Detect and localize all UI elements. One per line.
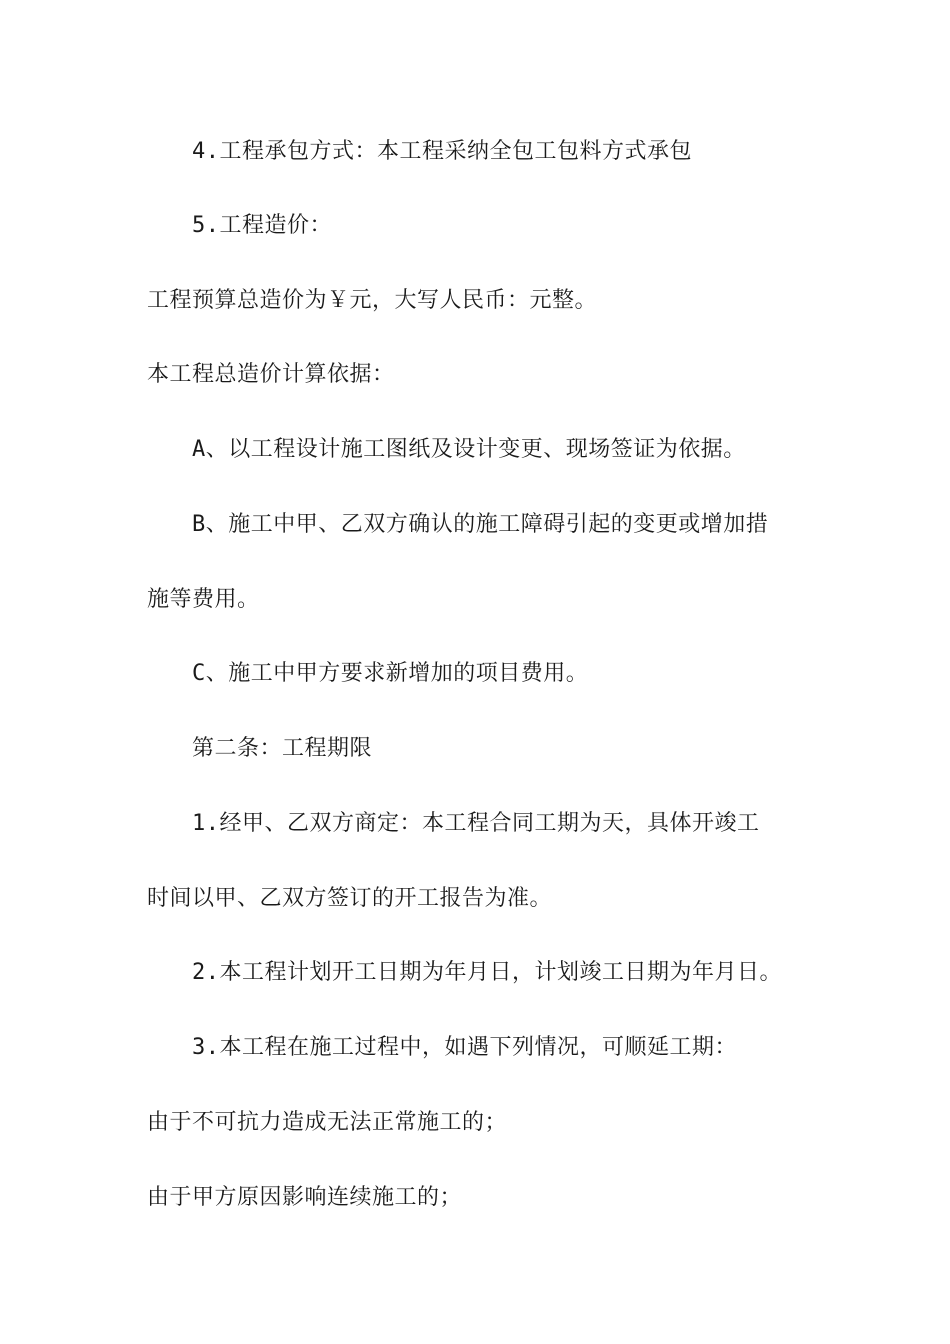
paragraph-party-a-delay: 由于甲方原因影响连续施工的； — [147, 1185, 463, 1210]
section-heading-term: 第二条：工程期限 — [192, 736, 373, 761]
paragraph-contract-method: 4.工程承包方式：本工程采纳全包工包料方式承包 — [192, 139, 692, 164]
paragraph-term-1-cont: 时间以甲、乙双方签订的开工报告为准。 — [147, 886, 553, 911]
paragraph-basis-b-cont: 施等费用。 — [147, 587, 260, 612]
paragraph-basis-c: C、施工中甲方要求新增加的项目费用。 — [192, 661, 589, 686]
paragraph-term-3: 3.本工程在施工过程中，如遇下列情况，可顺延工期： — [192, 1035, 737, 1060]
paragraph-term-1: 1.经甲、乙双方商定：本工程合同工期为天，具体开竣工 — [192, 811, 760, 836]
paragraph-basis-a: A、以工程设计施工图纸及设计变更、现场签证为依据。 — [192, 437, 746, 462]
paragraph-cost-heading: 5.工程造价： — [192, 213, 332, 238]
paragraph-total-cost: 工程预算总造价为￥元，大写人民币：元整。 — [147, 288, 598, 313]
paragraph-force-majeure: 由于不可抗力造成无法正常施工的； — [147, 1110, 508, 1135]
paragraph-term-2: 2.本工程计划开工日期为年月日，计划竣工日期为年月日。 — [192, 960, 782, 985]
paragraph-basis-b: B、施工中甲、乙双方确认的施工障碍引起的变更或增加措 — [192, 512, 769, 537]
paragraph-cost-basis: 本工程总造价计算依据： — [147, 362, 395, 387]
